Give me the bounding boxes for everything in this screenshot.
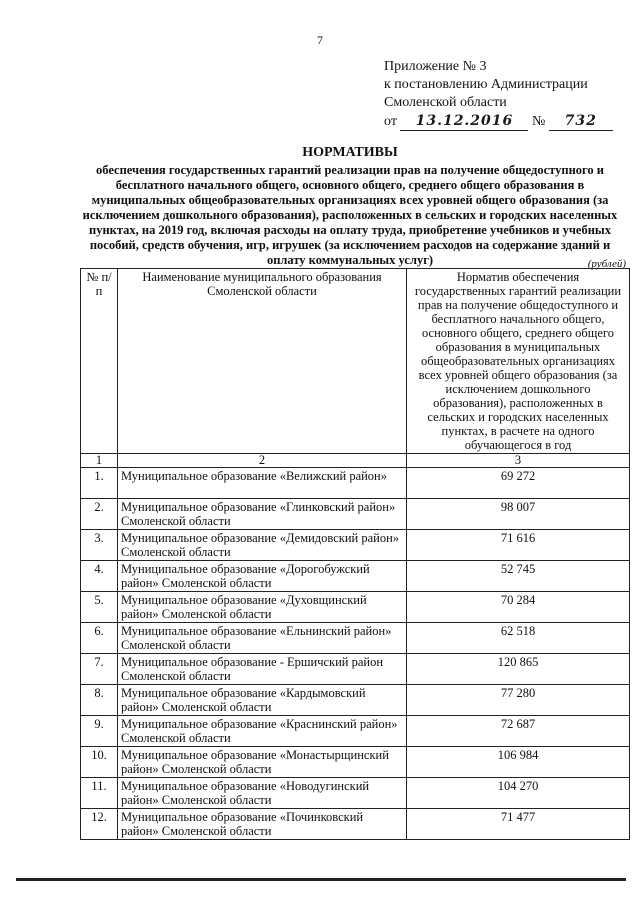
- date-prefix: от: [384, 114, 397, 129]
- table-header-row: [81, 269, 630, 454]
- table-row: [81, 747, 630, 778]
- document-subtitle: обеспечения государственных гарантий реализации прав на получение общедоступного и бесплатного начального общего, основного общего, среднего общего образования в муниципальных общеобразовательных организациях всех уровней общего образования (за исключением дошкольного образования), расположенных в сельских и городских населенных пунктах, на 2019 год, включая расходы на оплату труда, приобретение учебников и учебных пособий, средств обучения, игр, игрушек (за исключением расходов на содержание зданий и оплату коммунальных услуг): [82, 163, 618, 267]
- table-row: [81, 654, 630, 685]
- annex-line-region: Смоленской области: [384, 95, 507, 110]
- document-heading: [72, 144, 628, 268]
- municipality-name: Муниципальное образование «Краснинский район» Смоленской области: [118, 716, 407, 747]
- table-row: [81, 623, 630, 654]
- normative-value: 70 284: [407, 592, 630, 623]
- number-prefix: №: [531, 114, 546, 129]
- normative-value: 98 007: [407, 499, 630, 530]
- row-number: 8.: [81, 685, 118, 716]
- normative-value: 52 745: [407, 561, 630, 592]
- annex-title: Приложение № 3: [384, 59, 487, 74]
- row-number: 4.: [81, 561, 118, 592]
- annex-date-line: [384, 112, 613, 131]
- normative-value: 72 687: [407, 716, 630, 747]
- municipality-name: Муниципальное образование «Велижский район»: [118, 468, 407, 499]
- row-number: 6.: [81, 623, 118, 654]
- table-row: [81, 468, 630, 499]
- table-row: [81, 592, 630, 623]
- annex-block: [384, 58, 613, 131]
- municipality-name: Муниципальное образование «Дорогобужский район» Смоленской области: [118, 561, 407, 592]
- table-row: [81, 809, 630, 840]
- normative-value: 71 477: [407, 809, 630, 840]
- row-number: 7.: [81, 654, 118, 685]
- municipality-name: Муниципальное образование «Новодугинский район» Смоленской области: [118, 778, 407, 809]
- table-row: [81, 778, 630, 809]
- footer-divider: [16, 878, 626, 881]
- document-title: НОРМАТИВЫ: [302, 145, 398, 160]
- municipality-name: Муниципальное образование «Духовщинский район» Смоленской области: [118, 592, 407, 623]
- column-number-row: [81, 454, 630, 468]
- normative-value: 69 272: [407, 468, 630, 499]
- page-number: 7: [317, 33, 323, 47]
- column-number: 2: [118, 454, 407, 468]
- header-normative: Норматив обеспечения государственных гарантий реализации прав на получение общедоступного и бесплатного начального общего, основного общего, среднего общего образования в муниципальных общеобразовательных организациях всех уровней общего образования (за исключением дошкольного образования), расположенных в сельских и городских населенных пунктах, в расчете на одного обучающегося в год: [407, 269, 630, 454]
- table-row: [81, 716, 630, 747]
- column-number: 3: [407, 454, 630, 468]
- row-number: 12.: [81, 809, 118, 840]
- table-row: [81, 499, 630, 530]
- normative-value: 106 984: [407, 747, 630, 778]
- normative-value: 71 616: [407, 530, 630, 561]
- normative-value: 77 280: [407, 685, 630, 716]
- column-number: 1: [81, 454, 118, 468]
- row-number: 1.: [81, 468, 118, 499]
- municipality-name: Муниципальное образование «Демидовский район» Смоленской области: [118, 530, 407, 561]
- handwritten-number: 732: [549, 112, 613, 131]
- table-row: [81, 561, 630, 592]
- table-row: [81, 530, 630, 561]
- normatives-table: [80, 268, 630, 840]
- row-number: 2.: [81, 499, 118, 530]
- row-number: 5.: [81, 592, 118, 623]
- row-number: 9.: [81, 716, 118, 747]
- municipality-name: Муниципальное образование «Глинковский район» Смоленской области: [118, 499, 407, 530]
- municipality-name: Муниципальное образование - Ершичский район Смоленской области: [118, 654, 407, 685]
- row-number: 3.: [81, 530, 118, 561]
- table-row: [81, 685, 630, 716]
- row-number: 11.: [81, 778, 118, 809]
- header-municipality: Наименование муниципального образования Смоленской области: [118, 269, 407, 454]
- municipality-name: Муниципальное образование «Монастырщинский район» Смоленской области: [118, 747, 407, 778]
- municipality-name: Муниципальное образование «Ельнинский район» Смоленской области: [118, 623, 407, 654]
- normative-value: 120 865: [407, 654, 630, 685]
- municipality-name: Муниципальное образование «Починковский район» Смоленской области: [118, 809, 407, 840]
- header-number: № п/п: [81, 269, 118, 454]
- handwritten-date: 13.12.2016: [400, 112, 528, 131]
- municipality-name: Муниципальное образование «Кардымовский район» Смоленской области: [118, 685, 407, 716]
- row-number: 10.: [81, 747, 118, 778]
- units-label: (рублей): [587, 258, 626, 270]
- normative-value: 62 518: [407, 623, 630, 654]
- normative-value: 104 270: [407, 778, 630, 809]
- annex-line-decree: к постановлению Администрации: [384, 77, 588, 92]
